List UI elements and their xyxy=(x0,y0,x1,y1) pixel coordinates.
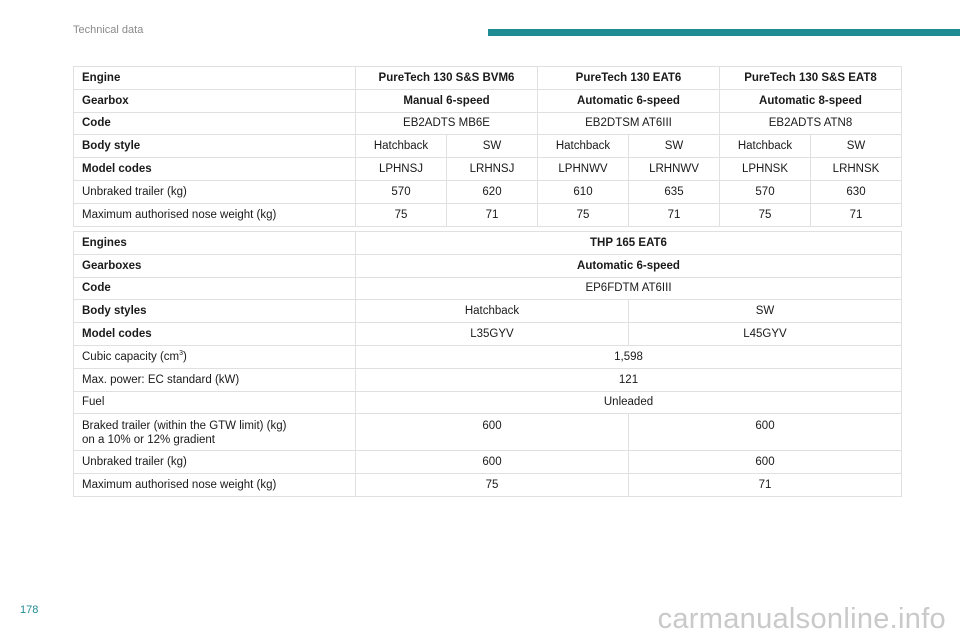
code-cell: EB2ADTS ATN8 xyxy=(720,112,902,135)
body-cell: SW xyxy=(629,135,720,158)
nose-weight-cell: 71 xyxy=(629,474,902,497)
row-label: Body style xyxy=(74,135,356,158)
unbraked-cell: 635 xyxy=(629,180,720,203)
nose-weight-cell: 75 xyxy=(538,203,629,226)
row-label: Maximum authorised nose weight (kg) xyxy=(74,203,356,226)
table-row xyxy=(74,391,902,414)
engine-cell: PureTech 130 S&S EAT8 xyxy=(720,67,902,90)
table-row xyxy=(74,112,902,135)
row-label: Unbraked trailer (kg) xyxy=(74,180,356,203)
row-label: Model codes xyxy=(74,323,356,346)
table-row xyxy=(74,232,902,255)
body-cell: Hatchback xyxy=(356,135,447,158)
specs-table-thp xyxy=(73,231,902,497)
nose-weight-cell: 71 xyxy=(447,203,538,226)
model-cell: L35GYV xyxy=(356,323,629,346)
table-row xyxy=(74,368,902,391)
section-title: Technical data xyxy=(73,24,144,36)
nose-weight-cell: 75 xyxy=(720,203,811,226)
row-label: Unbraked trailer (kg) xyxy=(74,451,356,474)
nose-weight-cell: 75 xyxy=(356,474,629,497)
model-cell: LPHNSJ xyxy=(356,158,447,181)
code-cell: EB2DTSM AT6III xyxy=(538,112,720,135)
row-label: Max. power: EC standard (kW) xyxy=(74,368,356,391)
table-row xyxy=(74,451,902,474)
capacity-cell: 1,598 xyxy=(356,345,902,368)
body-cell: Hatchback xyxy=(538,135,629,158)
model-cell: LRHNSJ xyxy=(447,158,538,181)
table-row xyxy=(74,345,902,368)
row-label: Engine xyxy=(74,67,356,90)
braked-trailer-cell: 600 xyxy=(356,414,629,451)
table-row xyxy=(74,277,902,300)
engine-cell: PureTech 130 S&S BVM6 xyxy=(356,67,538,90)
body-cell: SW xyxy=(811,135,902,158)
page-number: 178 xyxy=(20,604,39,616)
row-label: Code xyxy=(74,112,356,135)
model-cell: LPHNWV xyxy=(538,158,629,181)
model-cell: LPHNSK xyxy=(720,158,811,181)
row-label: Body styles xyxy=(74,300,356,323)
model-cell: LRHNSK xyxy=(811,158,902,181)
fuel-cell: Unleaded xyxy=(356,391,902,414)
table-row xyxy=(74,414,902,451)
capacity-label: Cubic capacity (cm xyxy=(82,350,180,363)
braked-trailer-label-line1: Braked trailer (within the GTW limit) (kg) xyxy=(82,420,287,433)
row-label: Gearboxes xyxy=(74,254,356,277)
braked-trailer-label-line2: on a 10% or 12% gradient xyxy=(82,434,215,447)
gearbox-cell: Automatic 6-speed xyxy=(538,89,720,112)
specs-table-puretech xyxy=(73,66,902,227)
model-cell: LRHNWV xyxy=(629,158,720,181)
table-row xyxy=(74,158,902,181)
table-row xyxy=(74,323,902,346)
row-label: Maximum authorised nose weight (kg) xyxy=(74,474,356,497)
engine-cell: THP 165 EAT6 xyxy=(356,232,902,255)
table-row xyxy=(74,474,902,497)
engine-cell: PureTech 130 EAT6 xyxy=(538,67,720,90)
table-row xyxy=(74,89,902,112)
code-cell: EB2ADTS MB6E xyxy=(356,112,538,135)
body-cell: Hatchback xyxy=(720,135,811,158)
model-cell: L45GYV xyxy=(629,323,902,346)
capacity-unit-superscript: 3 xyxy=(179,350,184,358)
table-row xyxy=(74,300,902,323)
body-cell: SW xyxy=(629,300,902,323)
capacity-label-close: ) xyxy=(183,350,187,363)
row-label: Model codes xyxy=(74,158,356,181)
body-cell: SW xyxy=(447,135,538,158)
power-cell: 121 xyxy=(356,368,902,391)
unbraked-cell: 570 xyxy=(356,180,447,203)
unbraked-cell: 620 xyxy=(447,180,538,203)
nose-weight-cell: 71 xyxy=(629,203,720,226)
gearbox-cell: Automatic 6-speed xyxy=(356,254,902,277)
table-row xyxy=(74,203,902,226)
nose-weight-cell: 75 xyxy=(356,203,447,226)
gearbox-cell: Manual 6-speed xyxy=(356,89,538,112)
table-row xyxy=(74,180,902,203)
watermark: carmanualsonline.info xyxy=(657,603,946,635)
row-label: Gearbox xyxy=(74,89,356,112)
unbraked-cell: 600 xyxy=(629,451,902,474)
row-label xyxy=(74,414,356,451)
table-row xyxy=(74,67,902,90)
header-accent-bar xyxy=(488,29,960,36)
table-row xyxy=(74,254,902,277)
code-cell: EP6FDTM AT6III xyxy=(356,277,902,300)
nose-weight-cell: 71 xyxy=(811,203,902,226)
gearbox-cell: Automatic 8-speed xyxy=(720,89,902,112)
row-label xyxy=(74,345,356,368)
unbraked-cell: 570 xyxy=(720,180,811,203)
unbraked-cell: 600 xyxy=(356,451,629,474)
row-label: Code xyxy=(74,277,356,300)
row-label: Engines xyxy=(74,232,356,255)
body-cell: Hatchback xyxy=(356,300,629,323)
unbraked-cell: 610 xyxy=(538,180,629,203)
unbraked-cell: 630 xyxy=(811,180,902,203)
table-row xyxy=(74,135,902,158)
braked-trailer-cell: 600 xyxy=(629,414,902,451)
row-label: Fuel xyxy=(74,391,356,414)
